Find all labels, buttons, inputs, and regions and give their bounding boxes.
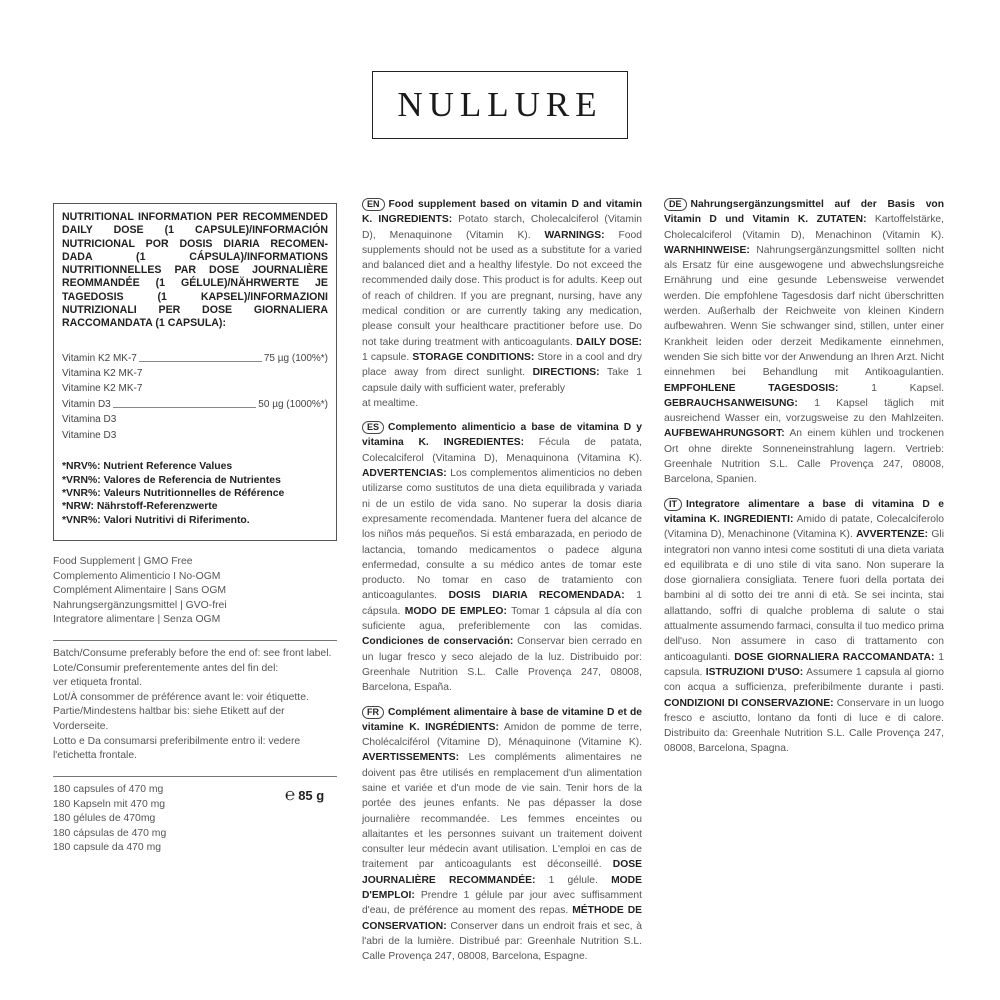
body-text: 1 Kapsel täglich mit ausreichend Wasser ein, vorzugsweise zu den Mahlzeiten. — [664, 397, 944, 425]
label: STORAGE CONDITIONS: — [412, 351, 535, 363]
leader-line — [139, 361, 262, 362]
text-column-middle — [362, 197, 642, 974]
label: ISTRUZIONI D'USO: — [705, 666, 804, 678]
label: ZUTATEN: — [816, 214, 867, 226]
body-text: Prendre 1 gélule par jour avec suffisamment d'eau, de préférence au moment des repas. — [362, 890, 642, 917]
divider — [53, 640, 337, 641]
supplement-line: Complément Alimentaire | Sans OGM — [53, 585, 227, 597]
supplement-line: Integratore alimentare | Senza OGM — [53, 614, 221, 626]
lang-badge-de: DE — [664, 198, 687, 211]
body-text: Nahrungsergänzungsmittel sollten nicht als Ersatz für eine ausgewogene und abwechslungsreiche Ernährung und eine gesunde Lebensweise verwendet werden. Die empfohlene Tagesdosis darf nicht überschritten werden. Außerhalb der Reichweite von kleinen Kindern aufbewahren. Wenn Sie schwanger sind, stillen, unter einer Krankheit leiden oder derzeit Medikamente einnehmen, wenden Sie sich bitte vor der Anwendung an Ihren Arzt. Nicht einnehmen bei Behandlung mit Antikoagulantien. — [664, 244, 944, 379]
label: AVERTISSEMENTS: — [362, 752, 460, 764]
section-title: Complément alimentaire à base de vitamine D et de vitamine K. — [362, 706, 642, 733]
label: INGREDIENTI: — [723, 513, 794, 525]
body-text: Take 1 capsule daily with sufficient water, preferably — [362, 367, 642, 394]
nutrition-note: *VNR%: Valori Nutritivi di Riferimento. — [62, 514, 250, 526]
nutrient-value: 50 µg (1000%*) — [258, 398, 328, 410]
divider — [53, 776, 337, 777]
body-text: Tomar 1 cápsula al día con suficiente agua, preferiblemente con las comidas. — [362, 605, 642, 633]
body-text: Food supplements should not be used as a substitute for a varied and balanced diet and a healthy lifestyle. Do not exceed the recommended daily dose. This product is for adults. Keep out of reach of children. If you are pregnant, nursing, have any medical condition or are currently taking any medication, please consult your healthcare practitioner before use. Do not take during treatment with anticoagulants. — [362, 229, 642, 348]
body-text: Amidon de pomme de terre, Cholécalciférol (Vitamine D), Ménaquinone (Vitamine K). — [362, 721, 642, 749]
supplement-line: Nahrungsergänzungsmittel | GVO-frei — [53, 599, 227, 611]
nutrient-name: Vitamina K2 MK-7 — [62, 368, 143, 380]
label: DOSIS DIARIA RECOMENDADA: — [448, 590, 625, 602]
nutrition-row — [62, 397, 328, 412]
label: DIRECTIONS: — [532, 367, 600, 379]
body-text: 1 capsula. — [664, 651, 944, 678]
nutrition-row — [62, 351, 328, 366]
brand-logo: NULLURE — [397, 85, 603, 124]
batch-line: Batch/Consume preferably before the end of: see front label. — [53, 648, 332, 659]
net-weight-value: 85 g — [298, 788, 325, 803]
label: GEBRAUCHSANWEISUNG: — [664, 397, 798, 409]
nutrient-name: Vitamina D3 — [62, 414, 117, 426]
body-text: Gli integratori non vanno intesi come sostituti di una dieta variata ed equilibrata e di uno stile di vita sano. Non superare la dose giornaliera consigliata. Tenere fuori della portata dei bambini al di sotto dei tre anni di età. Se sei incinta, stai allattando, soffri di qualche problema di salute o stai attualmente assumendo farmaci, consulta il tuo medico prima dell'uso. Non assumere in caso di trattamento con anticoagulanti. — [664, 529, 944, 663]
label: MODO DE EMPLEO: — [404, 605, 507, 617]
nutrition-heading: NUTRITIONAL INFORMATION PER RECOMMENDED DAILY DOSE (1 CAPSULE)/INFORMACIÓN NUTRICIONAL POR DOSIS DIARIA RECOMEN- DADA (1 CÁPSULA)/INFORMATIONS NUTRITIONNELLES PAR DOSE JOURNALIÈRE REOMMANDÉE (1 GÉLULE)/NÄHRWERTE JE TAGEDOSIS (1 KAPSEL)/INFORMAZIONI NUTRIZIONALI PER DOSE GIORNALIERA RACCOMANDATA (1 CAPSULA): — [62, 211, 328, 330]
section-de — [664, 197, 944, 488]
lang-badge-en: EN — [362, 198, 385, 211]
text-column-right — [664, 197, 944, 766]
label: DAILY DOSE: — [576, 336, 642, 348]
body-text: Conservar bien cerrado en un lugar fresco y seco alejado de la luz. Distribuido por: Greenhale Nutrition S.L. Calle Provença 247, 08008, Barcelona, España. — [362, 636, 642, 694]
nutrition-row — [62, 381, 328, 396]
brand-logo-box — [372, 71, 628, 139]
section-title: Nahrungsergänzungsmittel auf der Basis von Vitamin D und Vitamin K. — [664, 199, 944, 226]
nutrition-note: *VNR%: Valeurs Nutritionnelles de Référence — [62, 487, 285, 499]
nutrition-row — [62, 412, 328, 427]
nutrient-name: Vitamine K2 MK-7 — [62, 383, 143, 395]
lang-badge-fr: FR — [362, 706, 384, 719]
nutrient-name: Vitamin D3 — [62, 398, 111, 410]
body-text: Fécula de patata, Colecalciferol (Vitamina D), Menaquinona (Vitamina K). — [362, 437, 642, 464]
body-text: Los complementos alimenticios no deben utilizarse como sustitutos de una dieta equilibrada y variada ni de un estilo de vida sano. No superar la dosis diaria expresamente recomendada. Mantener fuera del alcance de los niños más pequeños. Si está embarazada, en periodo de lactancia, tomando medicamentos o padece alguna enfermedad, consulte a su médico antes de tomar este producto. No tomar en caso de tratamiento con anticoagulantes. — [362, 468, 642, 602]
nutrition-note: *NRV%: Nutrient Reference Values — [62, 461, 233, 473]
capsule-line: 180 Kapseln mit 470 mg — [53, 798, 166, 810]
body-text: Les compléments alimentaires ne doivent pas être utilisés en remplacement d'un alimentation saine et variée et d'un mode de vie sain. Tenir hors de la portée des jeunes enfants. Ne pas dépasser la dose journalière recommandée. Les femmes enceintes ou allaitantes et les personnes suivant un traitement doivent consulter leur médecin avant utilisation. L'emploi en cas de traitement par anticoagulants est déconseillé. — [362, 752, 642, 871]
nutrient-value: 75 µg (100%*) — [263, 352, 328, 364]
body-text: An einem kühlen und trockenen Ort ohne direkte Sonneneinstrahlung lagern. Vertrieb: Greenhale Nutrition S.L. Calle Provença 247, 08008, Barcelona, Spanien. — [664, 428, 945, 486]
estimated-sign-icon: ℮ — [285, 785, 296, 805]
nutrition-panel — [53, 203, 337, 541]
supplement-type-block — [53, 555, 337, 628]
body-text: at mealtime. — [362, 397, 419, 409]
body-text: 1 capsule. — [362, 351, 410, 363]
lang-badge-es: ES — [362, 421, 384, 434]
section-title: Integratore alimentare a base di vitamina D e vitamina K. — [664, 498, 944, 525]
body-text: 1 Kapsel. — [871, 382, 944, 394]
section-it — [664, 497, 944, 757]
capsule-line: 180 capsule da 470 mg — [53, 842, 162, 854]
body-text: Conserver dans un endroit frais et sec, à l'abri de la lumière. Distribué par: Greenhale Nutrition S.L. Calle Provença 247, 08008, Barcelona, Espagne. — [362, 920, 642, 963]
label: AUFBEWAHRUNGSORT: — [664, 428, 785, 440]
label: EMPFOHLENE TAGESDOSIS: — [664, 382, 839, 394]
nutrition-rows — [62, 351, 328, 443]
batch-line: Lote/Consumir preferentemente antes del fin del: — [53, 662, 279, 674]
batch-line: Vorderseite. — [53, 720, 109, 732]
nutrition-notes — [62, 460, 328, 527]
section-es — [362, 420, 642, 695]
label: INGREDIENTS: — [378, 214, 453, 226]
body-text: Store in a cool and dry place away from direct sunlight. — [362, 351, 642, 379]
nutrition-note: *NRW: Nährstoff-Referenzwerte — [62, 501, 218, 513]
body-text: Conservare in un luogo fresco e asciutto, lontano da fonti di luce e di calore. Distribuito da: Greenhale Nutrition S.L. Calle Provença 247, 08008, Barcelona, Spagna. — [664, 697, 945, 755]
body-text: Kartoffelstärke, Cholecalciferol (Vitamin D), Menachinon (Vitamin K). — [664, 214, 944, 241]
nutrition-row — [62, 366, 328, 381]
label: DOSE JOURNALIÈRE RECOMMANDÉE: — [362, 859, 642, 886]
label: INGREDIENTES: — [443, 437, 525, 449]
label: WARNINGS: — [544, 229, 605, 241]
label: WARNHINWEISE: — [664, 244, 750, 256]
section-en — [362, 197, 642, 411]
batch-line: ver etiqueta frontal. — [53, 677, 142, 689]
section-title: Food supplement based on vitamin D and vitamin K. — [362, 199, 642, 226]
section-fr — [362, 705, 642, 965]
nutrition-row — [62, 428, 328, 443]
body-text: 1 gélule. — [548, 874, 598, 886]
capsule-line: 180 gélules de 470mg — [53, 813, 156, 825]
label: AVVERTENZE: — [856, 529, 929, 541]
body-text: Amido di patate, Colecalciferolo (Vitamina D), Menachinone (Vitamina K). — [664, 513, 945, 541]
label: Condiciones de conservación: — [362, 636, 514, 648]
nutrient-name: Vitamine D3 — [62, 429, 117, 441]
batch-line: Lot/À consommer de préférence avant le: voir étiquette. — [53, 691, 309, 703]
body-text: Assumere 1 capsula al giorno con acqua a sufficienza, preferibilmente durante i pasti. — [664, 666, 944, 694]
supplement-line: Complemento Alimenticio I No-OGM — [53, 570, 221, 582]
capsule-line: 180 capsules of 470 mg — [53, 784, 164, 795]
batch-line: Partie/Mindestens haltbar bis: siehe Etikett auf der — [53, 706, 285, 718]
label: ADVERTENCIAS: — [362, 468, 447, 480]
label: MODE D'EMPLOI: — [362, 874, 642, 902]
label: DOSE GIORNALIERA RACCOMANDATA: — [734, 651, 935, 663]
net-weight — [285, 785, 324, 805]
lang-badge-it: IT — [664, 498, 682, 511]
nutrition-note: *VRN%: Valores de Referencia de Nutrientes — [62, 474, 281, 486]
leader-line — [113, 407, 257, 408]
label: CONDIZIONI DI CONSERVAZIONE: — [664, 697, 834, 709]
body-text: 1 cápsula. — [362, 590, 642, 617]
body-text: Potato starch, Cholecalciferol (Vitamin D), Menaquinone (Vitamin K). — [362, 214, 642, 241]
supplement-line: Food Supplement | GMO Free — [53, 556, 193, 567]
nutrient-name: Vitamin K2 MK-7 — [62, 352, 137, 364]
capsule-line: 180 cápsulas de 470 mg — [53, 827, 167, 839]
batch-line: l'etichetta frontale. — [53, 750, 138, 762]
batch-line: Lotto e Da consumarsi preferibilmente entro il: vedere — [53, 735, 301, 747]
section-title: Complemento alimenticio a base de vitamina D y vitamina K. — [362, 422, 642, 449]
label: MÉTHODE DE CONSERVATION: — [362, 905, 642, 932]
label: INGRÉDIENTS: — [425, 721, 499, 733]
batch-block — [53, 647, 337, 764]
